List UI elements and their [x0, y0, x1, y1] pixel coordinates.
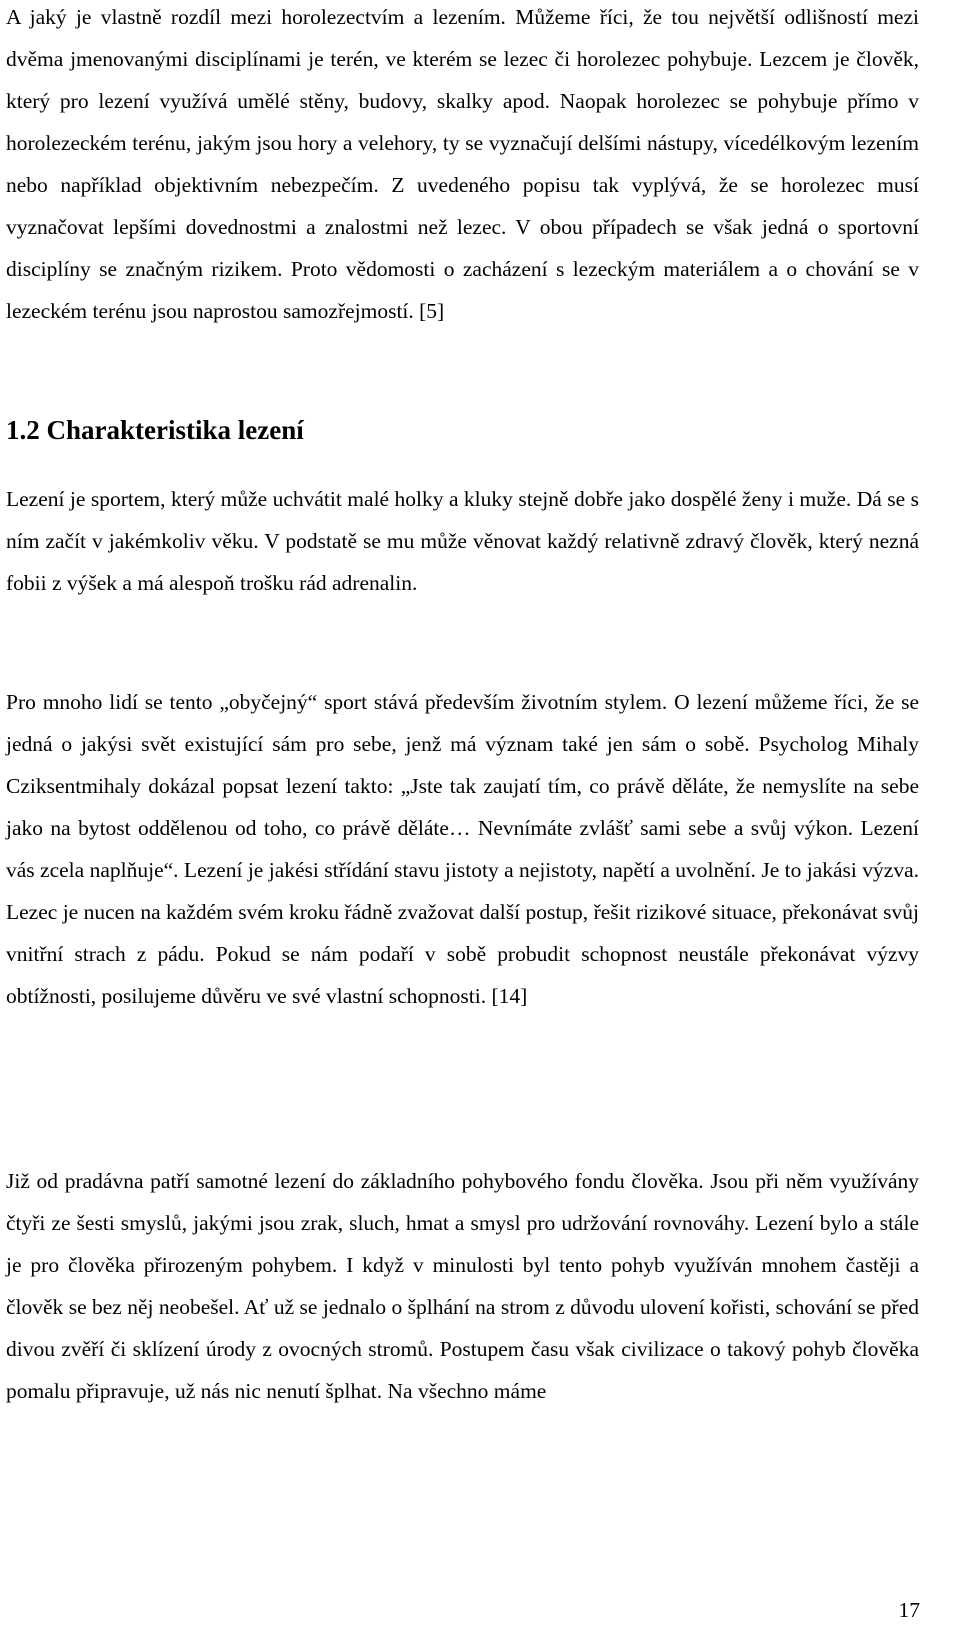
- paragraph-who-can-climb: Lezení je sportem, který může uchvátit malé holky a kluky stejně dobře jako dospělé ženy i muže. Dá se s ním začít v jakémkoliv věku. V podstatě se mu může věnovat každý relativně zdravý člověk, který nezná fobii z výšek a má alespoň trošku rád adrenalin.: [6, 487, 919, 595]
- page-number: 17: [898, 1598, 920, 1622]
- paragraph-climbing-vs-mountaineering: A jaký je vlastně rozdíl mezi horolezectvím a lezením. Můžeme říci, že tou největší odlišností mezi dvěma jmenovanými disciplínami je terén, ve kterém se lezec či horolezec pohybuje. Lezcem je člověk, který pro lezení využívá umělé stěny, budovy, skalky apod. Naopak horolezec se pohybuje přímo v horolezeckém terénu, jakým jsou hory a velehory, ty se vyznačují delšími nástupy, vícedélkovým lezením nebo například objektivním nebezpečím. Z uvedeného popisu tak vyplývá, že se horolezec musí vyznačovat lepšími dovednostmi a znalostmi než lezec. V obou případech se však jedná o sportovní disciplíny se značným rizikem. Proto vědomosti o zacházení s lezeckým materiálem a o chování se v lezeckém terénu jsou naprostou samozřejmostí. [5]: [6, 5, 919, 323]
- paragraph-history: Již od pradávna patří samotné lezení do základního pohybového fondu člověka. Jsou při něm využívány čtyři ze šesti smyslů, jakými jsou zrak, sluch, hmat a smysl pro udržování rovnováhy. Lezení bylo a stále je pro člověka přirozeným pohybem. I když v minulosti byl tento pohyb využíván mnohem častěji a člověk se bez něj neobešel. Ať už se jednalo o šplhání na strom z důvodu ulovení kořisti, schování se před divou zvěří či sklízení úrody z ovocných stromů. Postupem času však civilizace o takový pohyb člověka pomalu připravuje, už nás nic nenutí šplhat. Na všechno máme: [6, 1169, 919, 1403]
- section-heading: 1.2 Charakteristika lezení: [6, 415, 304, 445]
- paragraph-lifestyle: Pro mnoho lidí se tento „obyčejný“ sport stává především životním stylem. O lezení můžeme říci, že se jedná o jakýsi svět existující sám pro sebe, jenž má význam také jen sám o sobě. Psycholog Mihaly Cziksentmihaly dokázal popsat lezení takto: „Jste tak zaujatí tím, co právě děláte, že nemyslíte na sebe jako na bytost oddělenou od toho, co právě děláte… Nevnímáte zvlášť sami sebe a svůj výkon. Lezení vás zcela naplňuje“. Lezení je jakési střídání stavu jistoty a nejistoty, napětí a uvolnění. Je to jakási výzva. Lezec je nucen na každém svém kroku řádně zvažovat další postup, řešit rizikové situace, překonávat svůj vnitřní strach z pádu. Pokud se nám podaří v sobě probudit schopnost neustále překonávat výzvy obtížnosti, posilujeme důvěru ve své vlastní schopnosti. [14]: [6, 690, 919, 1008]
